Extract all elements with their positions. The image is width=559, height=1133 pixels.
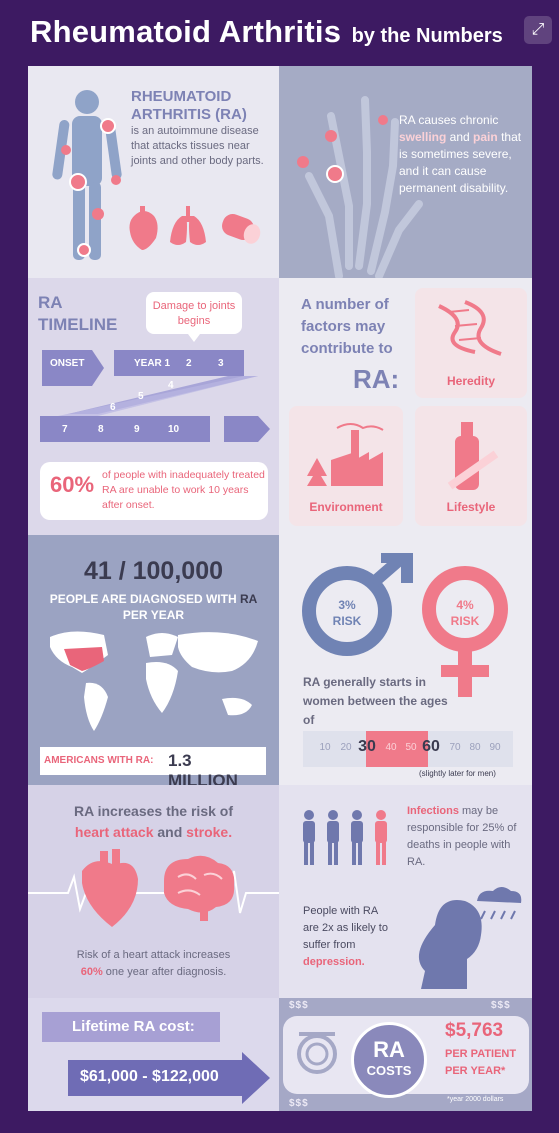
women-risk-pct: 4% (456, 598, 474, 612)
ra-costs-badge (351, 1022, 427, 1098)
ages-text: RA generally starts in women between the ages of (303, 675, 448, 727)
human-body-icon (42, 86, 132, 276)
title-main: Rheumatoid Arthritis (30, 14, 342, 49)
ra-costs-line2: COSTS (366, 1063, 412, 1078)
diagnosis-line1: PEOPLE ARE DIAGNOSED WITH (49, 592, 240, 606)
and-word: and (446, 130, 474, 144)
lungs-icon (170, 206, 206, 245)
expand-icon[interactable]: ⤢ (524, 16, 552, 44)
year-7: 7 (62, 424, 68, 435)
timeline-title-ra: RA (38, 293, 63, 312)
age-60: 60 (422, 738, 440, 755)
stat-percent: 60% (50, 472, 95, 497)
heart-organ-icon (130, 206, 158, 250)
per-patient-line1: PER PATIENT (445, 1048, 517, 1060)
chronic-panel (279, 66, 532, 278)
men-risk-pct: 3% (338, 598, 356, 612)
risk-panel (279, 535, 532, 785)
chronic-line1: RA causes chronic (399, 113, 499, 127)
sss-bottom-left: $$$ (289, 1098, 309, 1109)
per-patient-amount: $5,763 (445, 1020, 504, 1041)
infections-panel (279, 785, 532, 998)
sss-top-left: $$$ (289, 1000, 309, 1011)
age-40: 40 (385, 742, 397, 753)
chronic-line3: that is sometimes severe, and it can cause permanent disability. (399, 130, 522, 195)
dna-icon (435, 298, 507, 358)
diagnosis-line2: PER YEAR (122, 608, 185, 622)
heart-attack-word: heart attack (74, 824, 154, 840)
heart-risk-line2: one year after diagnosis. (102, 966, 227, 978)
ra-costs-line1: RA (373, 1037, 405, 1062)
stat-text: of people with inadequately treated RA are unable to work 10 years after onset. (102, 469, 265, 511)
year-5: 5 (138, 391, 144, 402)
timeline-panel (28, 278, 279, 535)
depression-word: depression. (303, 956, 365, 968)
heredity-label: Heredity (446, 374, 496, 388)
lifetime-cost-panel (28, 998, 279, 1111)
women-risk-label: RISK (450, 614, 480, 628)
year-2: 2 (186, 358, 192, 369)
onset-label: ONSET (50, 358, 85, 369)
heart-and-word: and (153, 824, 187, 840)
men-risk-label: RISK (332, 614, 362, 628)
age-10: 10 (319, 742, 331, 753)
infections-rest: may be responsible for 25% of deaths in people with RA. (407, 805, 517, 868)
americans-value: 1.3 MILLION (168, 751, 238, 785)
heart-line1: RA increases the risk of (74, 803, 233, 819)
organs-icons (124, 204, 274, 254)
ra-definition (131, 88, 271, 169)
heart-brain-graphic (28, 847, 279, 937)
sss-top-right: $$$ (491, 1000, 511, 1011)
depression-pre: People with RA are 2x as likely to suffer from (303, 905, 388, 951)
damage-note: Damage to joints begins (146, 292, 242, 334)
pain-word: pain (473, 130, 498, 144)
world-map-icon (42, 627, 266, 737)
brain-icon (164, 856, 234, 921)
title-sub: by the Numbers (351, 25, 503, 47)
age-80: 80 (469, 742, 481, 753)
infections-text (407, 803, 527, 871)
age-scale (303, 731, 513, 767)
factor-lifestyle (415, 406, 527, 526)
year-3: 3 (218, 358, 224, 369)
year-6: 6 (110, 402, 116, 413)
year1-label: YEAR 1 (134, 358, 171, 369)
per-patient-text (445, 1046, 516, 1080)
men-note: (slightly later for men) (419, 769, 496, 778)
factor-environment (289, 406, 403, 526)
lifetime-range: $61,000 - $122,000 (80, 1068, 219, 1085)
heart-risk-line1: Risk of a heart attack increases (76, 949, 231, 961)
year-8: 8 (98, 424, 104, 435)
diagnosis-text (28, 591, 279, 623)
page-title (30, 14, 503, 50)
lifetime-label: Lifetime RA cost: (72, 1018, 195, 1035)
lifestyle-label: Lifestyle (446, 500, 496, 514)
factors-ra: RA: (353, 364, 400, 394)
men-risk (319, 597, 375, 629)
heart-title (28, 801, 279, 843)
age-70: 70 (449, 742, 461, 753)
age-90: 90 (489, 742, 501, 753)
diagnosis-rate: 41 / 100,000 (83, 557, 223, 585)
heart-risk-text (28, 947, 279, 981)
heart-risk-pct: 60% (80, 966, 103, 978)
timeline-title-word: TIMELINE (38, 315, 118, 334)
diagnosis-ra: RA (239, 592, 258, 606)
ra-definition-heading: RHEUMATOID ARTHRITIS (RA) (131, 88, 247, 123)
bottle-cigarette-icon (443, 418, 503, 492)
definition-panel (28, 66, 279, 278)
year-9: 9 (134, 424, 140, 435)
factor-heredity (415, 288, 527, 398)
heart-icon (82, 849, 138, 927)
sad-head-rain-icon (405, 885, 529, 995)
per-patient-cost-panel (279, 998, 532, 1111)
americans-card (40, 747, 266, 785)
age-50: 50 (405, 742, 417, 753)
age-30: 30 (358, 738, 376, 755)
year-10: 10 (168, 424, 180, 435)
factory-icon (307, 420, 387, 490)
infections-word: Infections (407, 805, 459, 817)
diagnosis-panel (28, 535, 279, 785)
coin-icon (295, 1032, 339, 1076)
environment-label: Environment (309, 500, 383, 514)
muscle-icon (219, 211, 263, 246)
factors-panel (279, 278, 532, 535)
ra-definition-body: is an autoimmune disease that attacks tissues near joints and other body parts. (131, 125, 264, 167)
ra-chronic-text (399, 112, 527, 197)
swelling-word: swelling (399, 130, 447, 144)
per-patient-line2: PER YEAR* (445, 1065, 506, 1077)
footnote: *year 2000 dollars (447, 1096, 504, 1103)
ekg-line (28, 871, 279, 913)
people-icon (299, 809, 395, 869)
women-risk (437, 597, 493, 629)
depression-text (303, 903, 393, 971)
factors-heading: A number of factors may contribute to (301, 296, 393, 357)
heart-panel (28, 785, 279, 998)
stroke-word: stroke. (186, 824, 233, 840)
age-20: 20 (340, 742, 352, 753)
year-4: 4 (168, 380, 174, 391)
timeline-title (38, 292, 117, 336)
americans-label: AMERICANS WITH RA: (44, 755, 154, 766)
